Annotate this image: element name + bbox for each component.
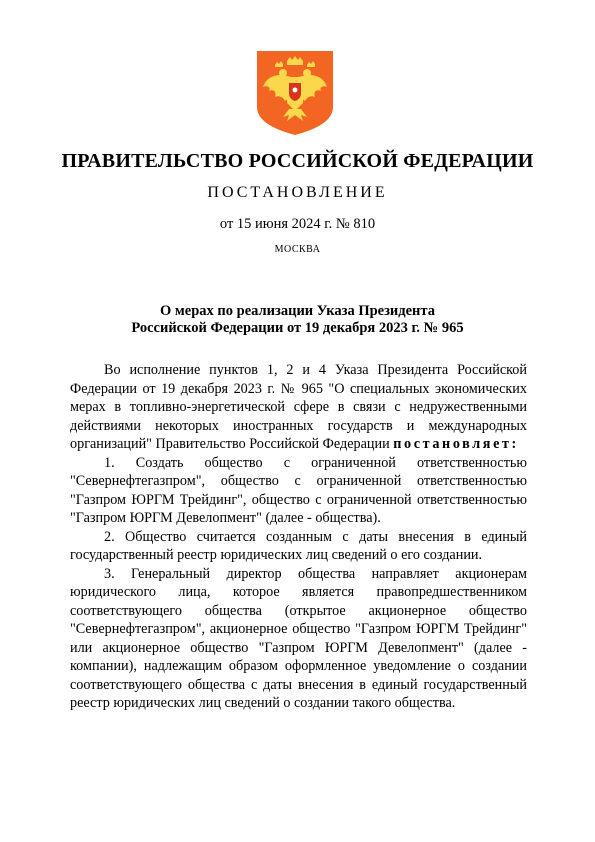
document-city: МОСКВА: [274, 244, 321, 255]
title-line-1: О мерах по реализации Указа Президента: [160, 303, 435, 319]
document-body: [70, 361, 527, 713]
intro-paragraph: [70, 361, 527, 454]
document-date-number: от 15 июня 2024 г. № 810: [219, 216, 376, 232]
paragraph-3: 3. Генеральный директор общества направляет акционерам юридического лица, которое является правопредшественником соответствующего общества (открытое акционерное общество "Севернефтегазпром", акционерное общество "Газпром ЮРГМ Трейдинг" или акционерное общество "Газпром ЮРГМ Девелопмент" (далее - компании), надлежащим образом оформленное уведомление о создании соответствующего общества с даты внесения в единый государственный реестр юридических лиц сведений о создании такого общества.: [70, 565, 527, 711]
government-name: ПРАВИТЕЛЬСТВО РОССИЙСКОЙ ФЕДЕРАЦИИ: [61, 150, 534, 172]
coat-of-arms-emblem: [257, 51, 333, 135]
document-title: [0, 303, 595, 337]
document-type: ПОСТАНОВЛЕНИЕ: [207, 184, 388, 201]
title-line-2: Российской Федерации от 19 декабря 2023 г. № 965: [131, 320, 464, 336]
coat-of-arms-icon: [257, 51, 333, 135]
resolves-word: постановляет:: [393, 436, 519, 452]
paragraph-1: 1. Создать общество с ограниченной ответственностью "Севернефтегазпром", общество с ограниченной ответственностью "Газпром ЮРГМ Трейдинг", общество с ограниченной ответственностью "Газпром ЮРГМ Девелопмент" (далее - общества).: [70, 454, 527, 526]
intro-text: Во исполнение пунктов 1, 2 и 4 Указа Президента Российской Федерации от 19 декабря 2023 г. № 965 "О специальных экономических мерах в топливно-энергетической сфере в связи с недружественными действиями некоторых иностранных государств и международных организаций" Правительство Российской Федерации: [70, 362, 527, 452]
paragraph-2: 2. Общество считается созданным с даты внесения в единый государственный реестр юридических лиц сведений о его создании.: [70, 528, 527, 563]
